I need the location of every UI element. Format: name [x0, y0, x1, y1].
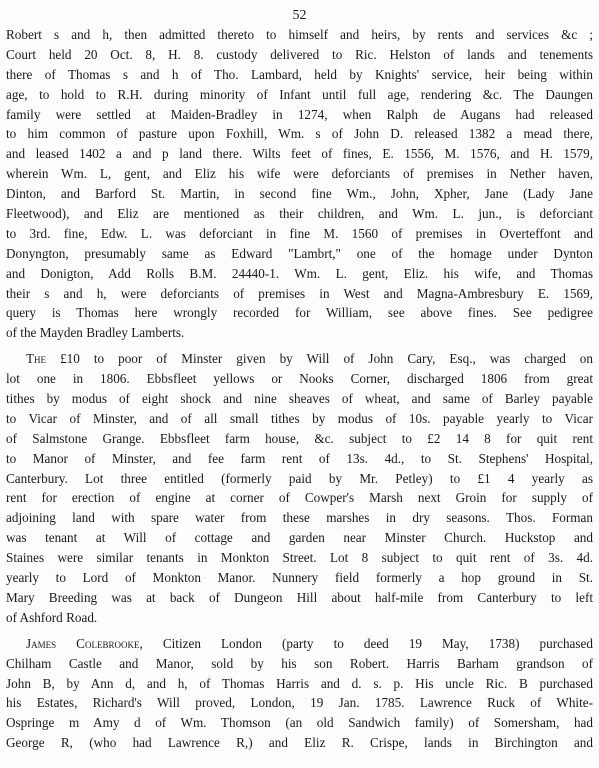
text-line: query is Thomas here wrongly recorded for William, see above fines. See pedigree: [6, 305, 593, 321]
paragraph-lead: James Colebrooke: [26, 635, 140, 651]
text-line: yearly to Lord of Monkton Manor. Nunnery field formerly a hop ground in St.: [6, 570, 593, 586]
text-line: Staines were similar tenants in Monkton Street. Lot 8 subject to quit rent of 3s. 4d.: [6, 550, 593, 566]
text-line: Fleetwood), and Eliz are mentioned as their children, and Wm. L. jun., is deforciant: [6, 206, 593, 222]
text-line: [6, 634, 593, 654]
text-line: to Manor of Minster, and fee farm rent of 13s. 4d., to St. Stephens' Hospital,: [6, 450, 593, 466]
text-run: £10 to poor of Minster given by Will of John Cary, Esq., was charged on: [46, 351, 593, 367]
text-line: his Estates, Richard's Will proved, London, 19 Jan. 1785. Lawrence Ruck of White-: [6, 695, 593, 711]
text-line: Court held 20 Oct. 8, H. 8. custody delivered to Ric. Helston of lands and tenements: [6, 46, 593, 62]
text-line: John B, by Ann d, and h, of Thomas Harris and d. s. p. His uncle Ric. B purchased: [6, 675, 593, 691]
text-line: Ospringe m Amy d of Wm. Thomson (an old Sandwich family) of Somersham, had: [6, 715, 593, 731]
text-line: was tenant at Will of cottage and garden near Minster Church. Huckstop and: [6, 530, 593, 546]
page-number: 52: [292, 8, 307, 23]
text-line: Donyngton, presumably same as Edward "Lambrt," one of the homage under Dynton: [6, 245, 593, 261]
text-line: of Ashford Road.: [6, 609, 98, 625]
text-line: Mary Breeding was at back of Dungeon Hill about half-mile from Canterbury to left: [6, 589, 593, 605]
text-line: there of Thomas s and h of Tho. Lambard, held by Knights' service, heir being within: [6, 66, 593, 82]
text-line: tithes by modus of eight shock and nine sheaves of wheat, and same of Barley payable: [6, 391, 593, 407]
paragraph-3: [6, 634, 593, 753]
text-line: rent for erection of engine at corner of Cowper's Marsh next Groin for supply of: [6, 490, 593, 506]
text-line: Canterbury. Lot three entitled (formerly paid by Mr. Petley) to £1 4 yearly as: [6, 470, 593, 486]
text-line: of Salmstone Grange. Ebbsfleet farm house, &c. subject to £2 14 8 for quit rent: [6, 430, 593, 446]
body-text: [6, 25, 593, 753]
paragraph-2: [6, 349, 593, 627]
text-line: Chilham Castle and Manor, sold by his son Robert. Harris Barham grandson of: [6, 655, 593, 671]
paragraph-1: [6, 25, 593, 343]
text-line: age, to hold to R.H. during minority of Infant until full age, rendering &c. The Daungen: [6, 86, 593, 102]
text-line: family were settled at Maiden-Bradley in 1274, when Ralph de Augans had released: [6, 106, 593, 122]
text-line: Robert s and h, then admitted thereto to himself and heirs, by rents and services &c ;: [6, 27, 593, 42]
text-line: George R, (who had Lawrence R,) and Eliz R. Crispe, lands in Birchington and: [6, 735, 593, 751]
text-line: and leased 1402 a and p land there. Wilts feet of fines, E. 1556, M. 1576, and H. 1579,: [6, 146, 593, 162]
text-line: adjoining land with spare water from these marshes in dry seasons. Thos. Forman: [6, 510, 593, 526]
text-line: Dinton, and Barford St. Martin, in second fine Wm., John, Xpher, Jane (Lady Jane: [6, 186, 593, 202]
paragraph-lead: The: [26, 351, 47, 367]
text-line: to 3rd. fine, Edw. L. was deforciant in fine M. 1560 of premises in Overteffont and: [6, 225, 593, 241]
text-line: of the Mayden Bradley Lamberts.: [6, 325, 185, 341]
text-line: wherein Wm. L, gent, and Eliz his wife were deforciants of premises in Nether haven,: [6, 166, 593, 182]
text-line: to him common of pasture upon Foxhill, Wm. s of John D. released 1382 a mead there,: [6, 126, 593, 142]
text-line: and Donigton, Add Rolls B.M. 24440-1. Wm. L. gent, Eliz. his wife, and Thomas: [6, 265, 593, 281]
text-line: [6, 349, 593, 369]
text-line: to Vicar of Minster, and of all small tithes by modus of 10s. payable yearly to Vicar: [6, 410, 593, 426]
text-run: , Citizen London (party to deed 19 May, 1738) purchased: [139, 635, 593, 651]
text-line: lot one in 1806. Ebbsfleet yellows or Nooks Corner, discharged 1806 from great: [6, 371, 593, 387]
text-line: their s and h, were deforciants of premises in West and Magna-Ambresbury E. 1569,: [6, 285, 593, 301]
